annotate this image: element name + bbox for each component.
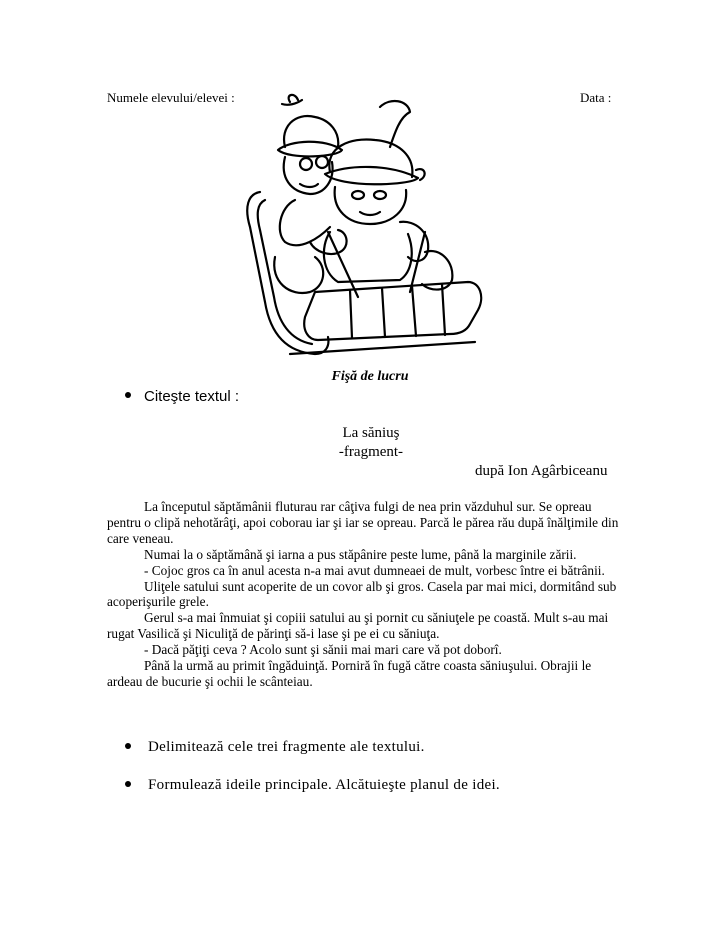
story-body — [107, 499, 623, 690]
children-on-sled-illustration — [230, 92, 505, 362]
bullet-icon — [125, 781, 131, 787]
instruction-text: Citeşte textul : — [144, 388, 240, 405]
task-item — [125, 739, 425, 756]
worksheet-title: Fişă de lucru — [331, 369, 409, 384]
story-subtitle: -fragment- — [338, 444, 404, 460]
task-text: Delimitează cele trei fragmente ale textului. — [148, 739, 425, 755]
student-name-label: Numele elevului/elevei : — [107, 90, 235, 105]
story-paragraph: Gerul s-a mai înmuiat şi copiii satului au şi pornit cu săniuţele pe coastă. Mult s-au mai rugat Vasilică şi Niculiţă de părinţi să-i lase şi pe ei cu săniuţa. — [107, 610, 609, 642]
task-text: Formulează ideile principale. Alcătuieşte planul de idei. — [148, 777, 500, 793]
bullet-icon — [125, 743, 131, 749]
date-label: Data : — [580, 90, 612, 105]
story-paragraph: Uliţele satului sunt acoperite de un covor alb şi gros. Casela par mai mici, dormitând sub acoperişurile grele. — [107, 578, 617, 610]
story-paragraph: - Cojoc gros ca în anul acesta n-a mai avut dumneaei de mult, vorbesc între ei bătrânii. — [144, 562, 605, 578]
story-paragraph: - Dacă păţiţi ceva ? Acolo sunt şi sănii mai mari care vă pot doborî. — [144, 642, 502, 658]
task-item — [125, 777, 500, 794]
story-title: La săniuş — [342, 425, 400, 441]
story-paragraph: Până la urmă au primit îngăduinţă. Porniră în fugă către coasta săniuşului. Obrajii le ardeau de bucurie şi ochii le scânteiau. — [107, 658, 592, 689]
story-author: după Ion Agârbiceanu — [475, 463, 608, 479]
instruction-item — [125, 388, 239, 405]
story-paragraph: Numai la o săptămână şi iarna a pus stăpânire peste lume, până la marginile zării. — [144, 546, 577, 562]
story-paragraph: La începutul săptămânii fluturau rar câţiva fulgi de nea prin văzduhul sur. Se opreau pentru o clipă nehotărâţi, apoi coborau iar şi iar se opreau. Parcă le părea rău după înălţimile din care veneau. — [107, 499, 619, 546]
bullet-icon — [125, 392, 131, 398]
